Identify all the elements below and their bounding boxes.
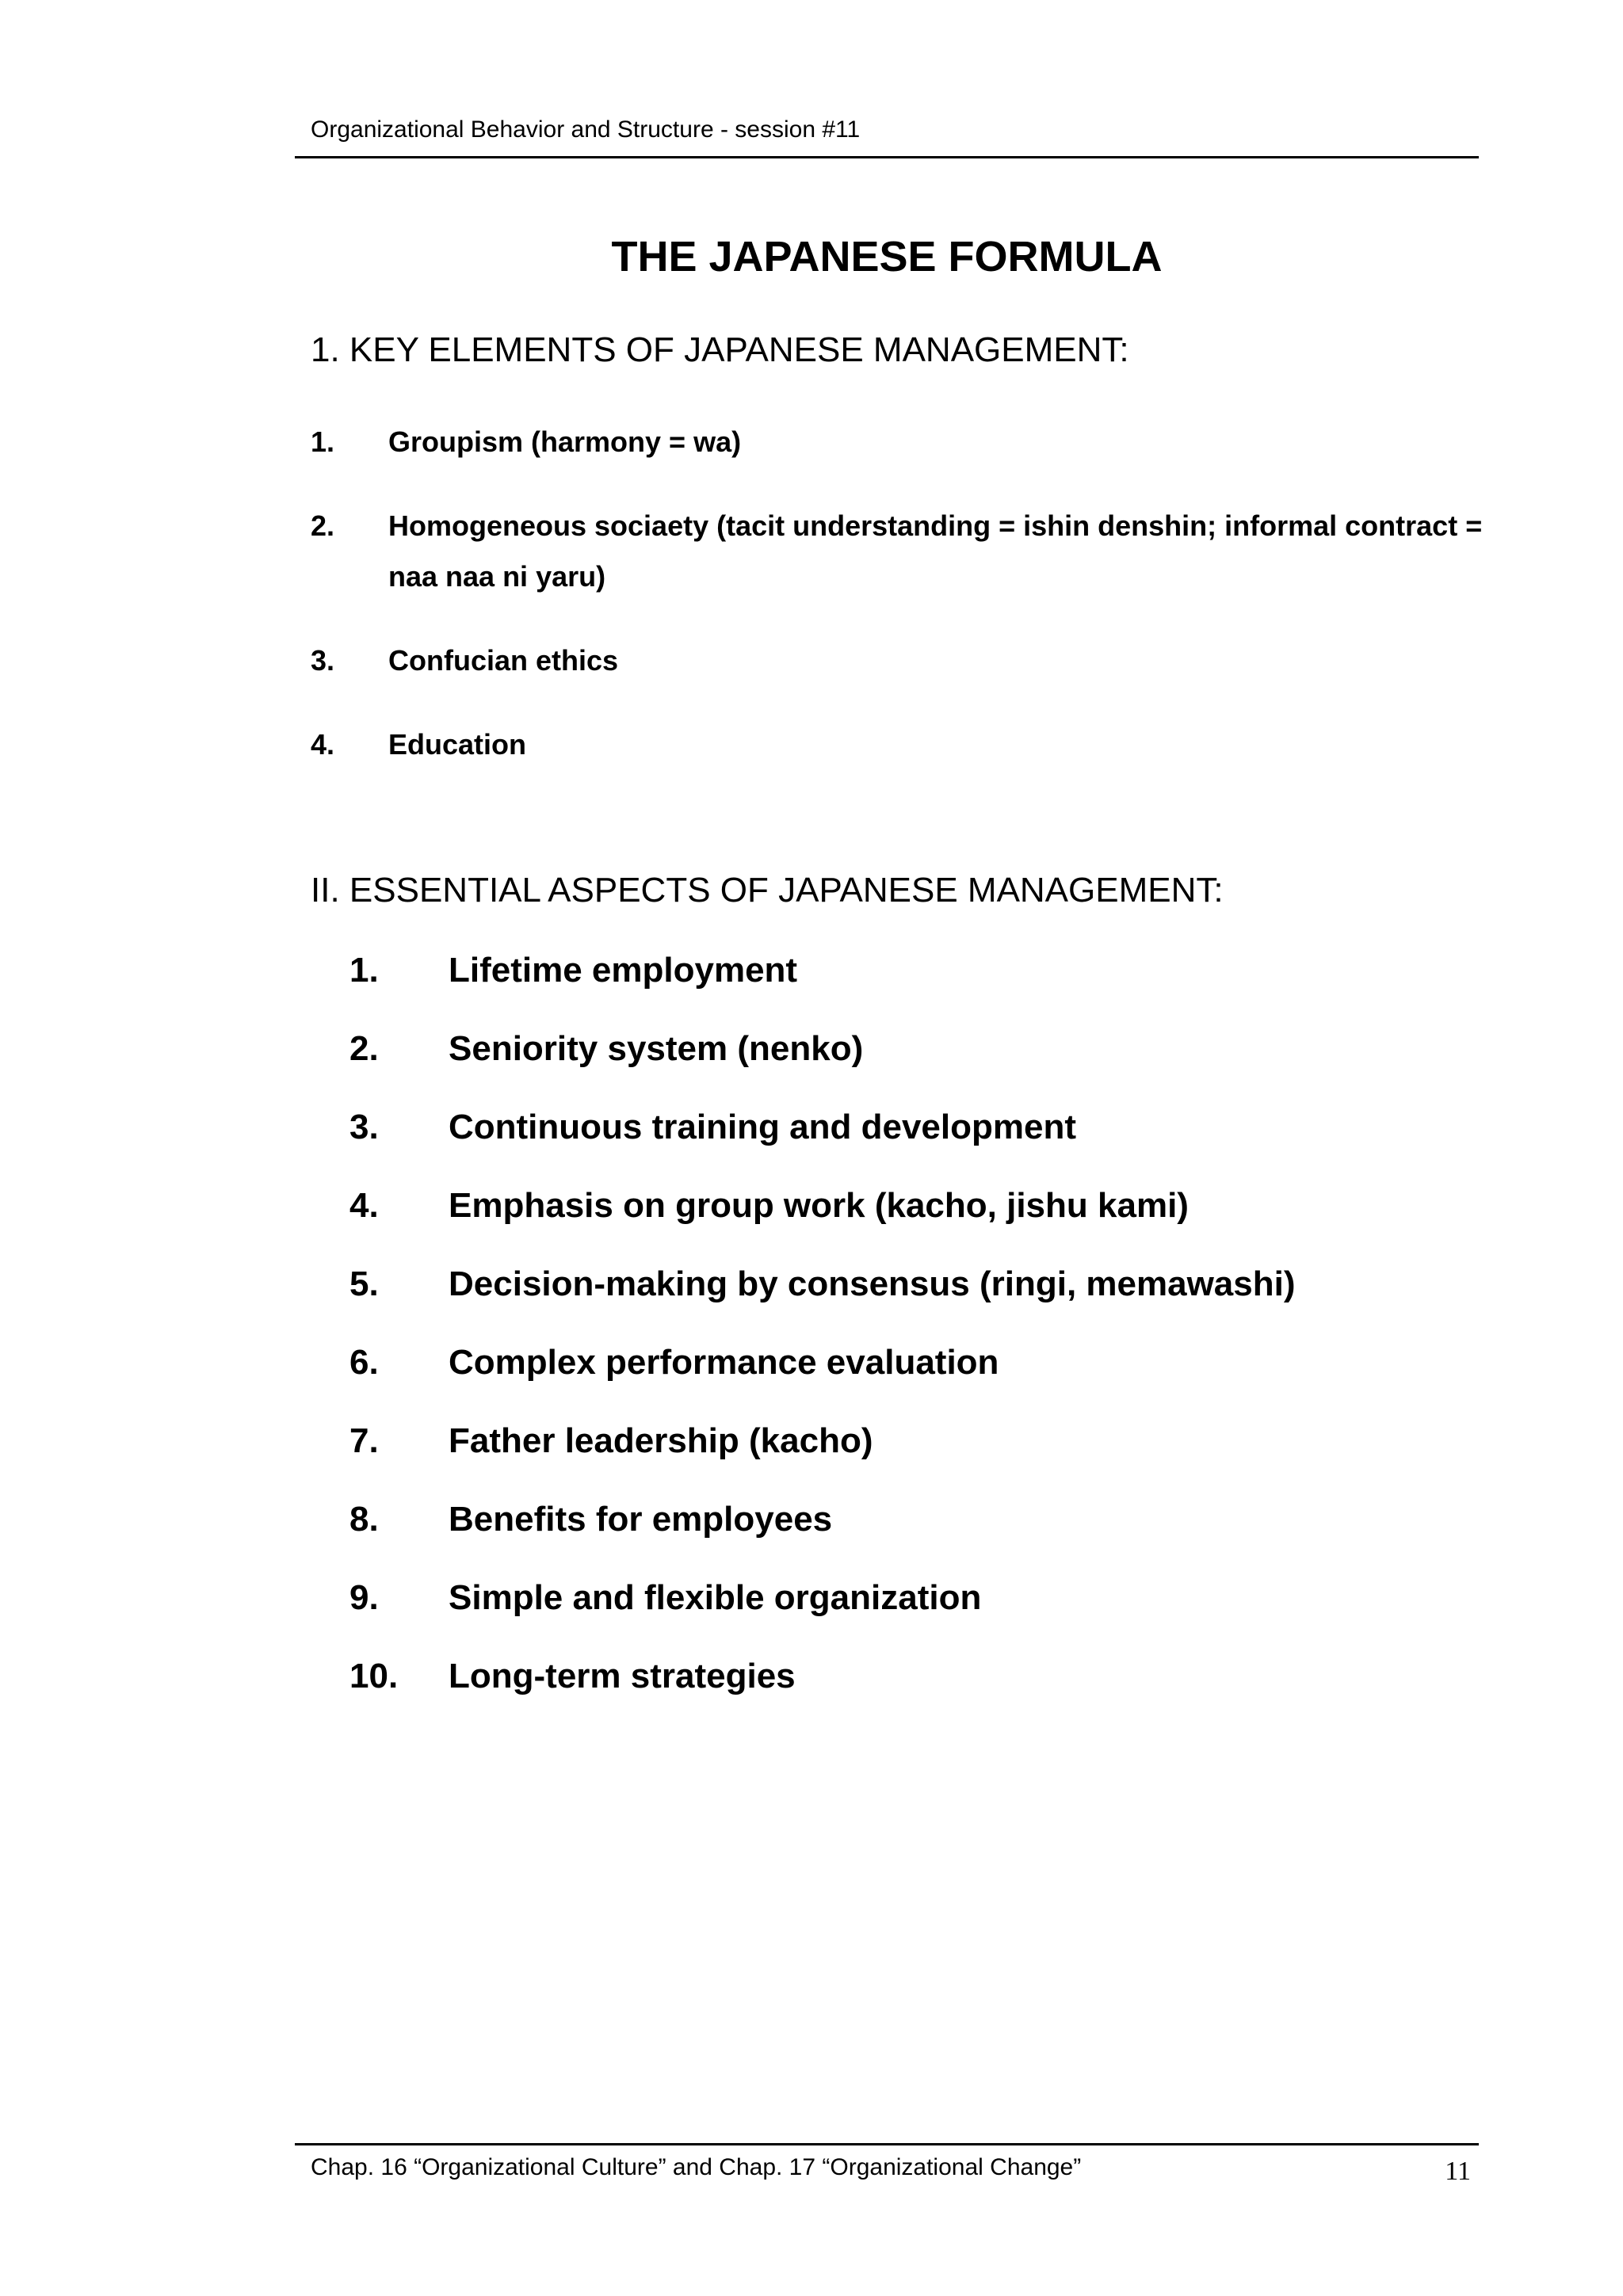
section-heading-key-elements: 1. KEY ELEMENTS OF JAPANESE MANAGEMENT:: [311, 330, 1129, 369]
list-item: [311, 417, 1484, 467]
list-item-text: Benefits for employees: [449, 1500, 833, 1539]
header-divider: [295, 156, 1479, 158]
list-item-text: Homogeneous sociaety (tacit understanding = ishin denshin; informal contract = naa naa ni yaru): [388, 509, 1483, 593]
list-item-number: 7.: [349, 1421, 379, 1460]
running-footer: Chap. 16 “Organizational Culture” and Chap. 17 “Organizational Change”: [311, 2154, 1082, 2180]
section-heading-essential-aspects: II. ESSENTIAL ASPECTS OF JAPANESE MANAGEMENT:: [311, 871, 1224, 910]
list-item-number: 5.: [349, 1264, 379, 1303]
list-item-text: Continuous training and development: [449, 1108, 1076, 1146]
list-item-text: Simple and flexible organization: [449, 1578, 982, 1617]
page-title: THE JAPANESE FORMULA: [611, 233, 1163, 280]
list-item-number: 1.: [311, 425, 335, 458]
list-item-number: 1.: [349, 951, 379, 990]
list-item-text: Education: [388, 728, 527, 761]
page-number: 11: [1445, 2157, 1471, 2186]
list-item-number: 8.: [349, 1500, 379, 1539]
list-item-number: 2.: [349, 1029, 379, 1068]
list-item-text: Father leadership (kacho): [449, 1421, 873, 1460]
list-item-number: 4.: [349, 1186, 379, 1225]
list-item-text: Lifetime employment: [449, 951, 798, 990]
list-item-text: Complex performance evaluation: [449, 1343, 999, 1382]
list-item: [311, 719, 1484, 770]
list-item-text: Emphasis on group work (kacho, jishu kami): [449, 1186, 1189, 1225]
list-item: [311, 635, 1484, 686]
list-item-number: 6.: [349, 1343, 379, 1382]
list-item-number: 3.: [311, 644, 335, 677]
list-item: [311, 501, 1484, 602]
list-item-text: Seniority system (nenko): [449, 1029, 864, 1068]
footer-divider: [295, 2143, 1479, 2145]
list-item-number: 10.: [349, 1657, 399, 1695]
list-item-text: Long-term strategies: [449, 1657, 796, 1695]
list-item-number: 3.: [349, 1108, 379, 1146]
list-item-number: 9.: [349, 1578, 379, 1617]
running-header: Organizational Behavior and Structure - session #11: [311, 116, 861, 143]
list-item-text: Decision-making by consensus (ringi, memawashi): [449, 1264, 1296, 1303]
list-item-text: Confucian ethics: [388, 644, 619, 677]
list-item-number: 2.: [311, 509, 335, 542]
list-item-number: 4.: [311, 728, 335, 761]
list-item-text: Groupism (harmony = wa): [388, 425, 742, 458]
